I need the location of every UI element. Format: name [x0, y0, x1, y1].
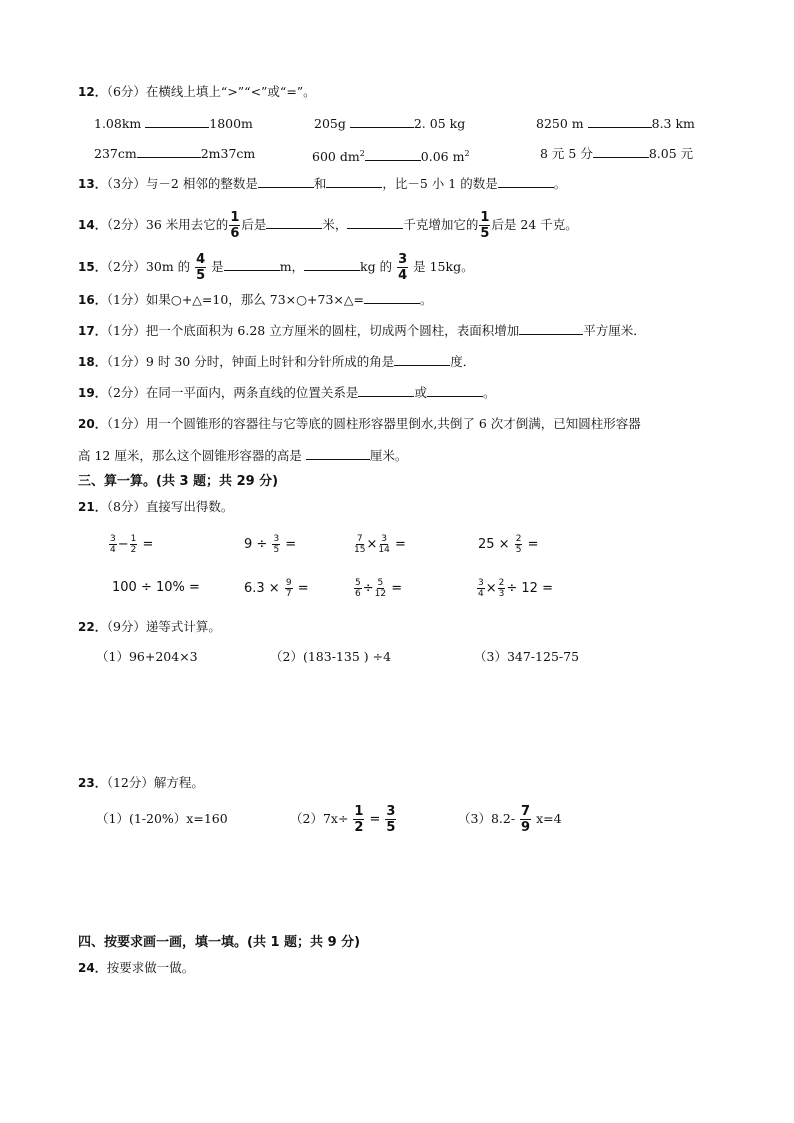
q22-part-1: （1）96+204×3	[96, 649, 198, 664]
answer-blank[interactable]	[306, 446, 370, 460]
q21-expr-4: 25 × $\frac{2}{5}$ =	[478, 534, 539, 555]
q22-header: 22．（9分）递等式计算。	[78, 619, 221, 634]
q21-expr-1: $\frac{3}{4}$ − $\frac{1}{2}$ =	[110, 534, 154, 555]
answer-blank[interactable]	[258, 174, 314, 188]
q12-item-3: 8250 m 8.3 km	[536, 116, 695, 131]
answer-blank[interactable]	[519, 321, 583, 335]
q22-part-2: （2）(183-135 ) ÷4	[270, 649, 392, 664]
q21-expr-6: 6.3 × $\frac{9}{7}$ =	[244, 578, 309, 599]
answer-blank[interactable]	[358, 383, 414, 397]
q12-header: 12．（6分）在横线上填上“>”“<”或“=”。	[78, 84, 316, 99]
q21-expr-8: $\frac{3}{4}$ × $\frac{2}{3}$ ÷ 12 =	[478, 578, 553, 599]
q12-item-2: 205g 2. 05 kg	[314, 116, 466, 131]
answer-blank[interactable]	[350, 114, 414, 128]
q21-expr-3: $\frac{7}{15}$ × $\frac{3}{14}$ =	[354, 534, 406, 555]
answer-blank[interactable]	[347, 215, 403, 229]
q23-part-1: （1）(1-20%）x=160	[96, 811, 228, 826]
q21-header: 21．（8分）直接写出得数。	[78, 499, 234, 514]
answer-blank[interactable]	[145, 114, 209, 128]
q23-part-3: （3）8.2- $\frac{7}{9}$ x=4	[458, 804, 562, 835]
q19: 19．（2分）在同一平面内，两条直线的位置关系是 或 。	[78, 385, 496, 400]
q22-part-3: （3）347-125-75	[474, 649, 580, 664]
q12-score: （6分）	[106, 84, 146, 99]
q16: 16．（1分）如果○+△=10，那么 73×○+73×△= 。	[78, 292, 433, 307]
section-4-heading: 四、按要求画一画，填一填。(共 1 题；共 9 分)	[78, 935, 361, 950]
fraction: $\frac{3}{4}$	[398, 252, 408, 283]
q14: 14．（2分）36 米用去它的 $\frac{1}{6}$ 后是 米， 千克增加它的 $\frac{1}{5}$ 后是 24 千克。	[78, 210, 578, 241]
answer-blank[interactable]	[588, 114, 652, 128]
answer-blank[interactable]	[427, 383, 483, 397]
q21-expr-5: 100 ÷ 10% =	[112, 580, 200, 595]
q24: 24．按要求做一做。	[78, 960, 195, 975]
answer-blank[interactable]	[137, 144, 201, 158]
q12-number: 12	[78, 85, 95, 99]
q12-item-1: 1.08km 1800m	[94, 116, 253, 131]
answer-blank[interactable]	[365, 147, 421, 161]
fraction: $\frac{4}{5}$	[196, 252, 206, 283]
q23-part-2: （2）7x÷ $\frac{1}{2}$ = $\frac{3}{5}$	[290, 804, 396, 835]
q20-line-1: 20．（1分）用一个圆锥形的容器往与它等底的圆柱形容器里倒水,共倒了 6 次才倒满，已知圆柱形容器	[78, 416, 641, 431]
q12-item-6: 8 元 5 分 8.05 元	[540, 146, 694, 161]
q13: 13．（3分）与－2 相邻的整数是 和 ，比－5 小 1 的数是 。	[78, 176, 567, 191]
q23-header: 23．（12分）解方程。	[78, 775, 204, 790]
fraction: $\frac{1}{5}$	[480, 210, 490, 241]
q15: 15．（2分）30m 的 $\frac{4}{5}$ 是 m， kg 的 $\frac{3}{4}$ 是 15kg。	[78, 252, 474, 283]
q17: 17．（1分）把一个底面积为 6.28 立方厘米的圆柱，切成两个圆柱，表面积增加 平方厘米．	[78, 323, 646, 338]
q18: 18．（1分）9 时 30 分时，钟面上时针和分针所成的角是 度．	[78, 354, 476, 369]
answer-blank[interactable]	[326, 174, 382, 188]
answer-blank[interactable]	[498, 174, 554, 188]
fraction: $\frac{1}{6}$	[230, 210, 240, 241]
answer-blank[interactable]	[266, 215, 322, 229]
q21-expr-7: $\frac{5}{6}$ ÷ $\frac{5}{12}$ =	[355, 578, 403, 599]
section-3-heading: 三、算一算。(共 3 题；共 29 分)	[78, 474, 279, 489]
answer-blank[interactable]	[224, 257, 280, 271]
q21-expr-2: 9 ÷ $\frac{3}{5}$ =	[244, 534, 297, 555]
answer-blank[interactable]	[394, 352, 450, 366]
answer-blank[interactable]	[364, 290, 420, 304]
q12-item-4: 237cm 2m37cm	[94, 146, 256, 161]
q12-item-5: 600 $dm^2$ 0.06 $m^2$	[312, 149, 470, 165]
answer-blank[interactable]	[304, 257, 360, 271]
q12-text: 在横线上填上“>”“<”或“=”。	[145, 84, 316, 99]
answer-blank[interactable]	[593, 144, 649, 158]
q20-line-2: 高 12 厘米，那么这个圆锥形容器的高是 厘米。	[78, 448, 408, 463]
